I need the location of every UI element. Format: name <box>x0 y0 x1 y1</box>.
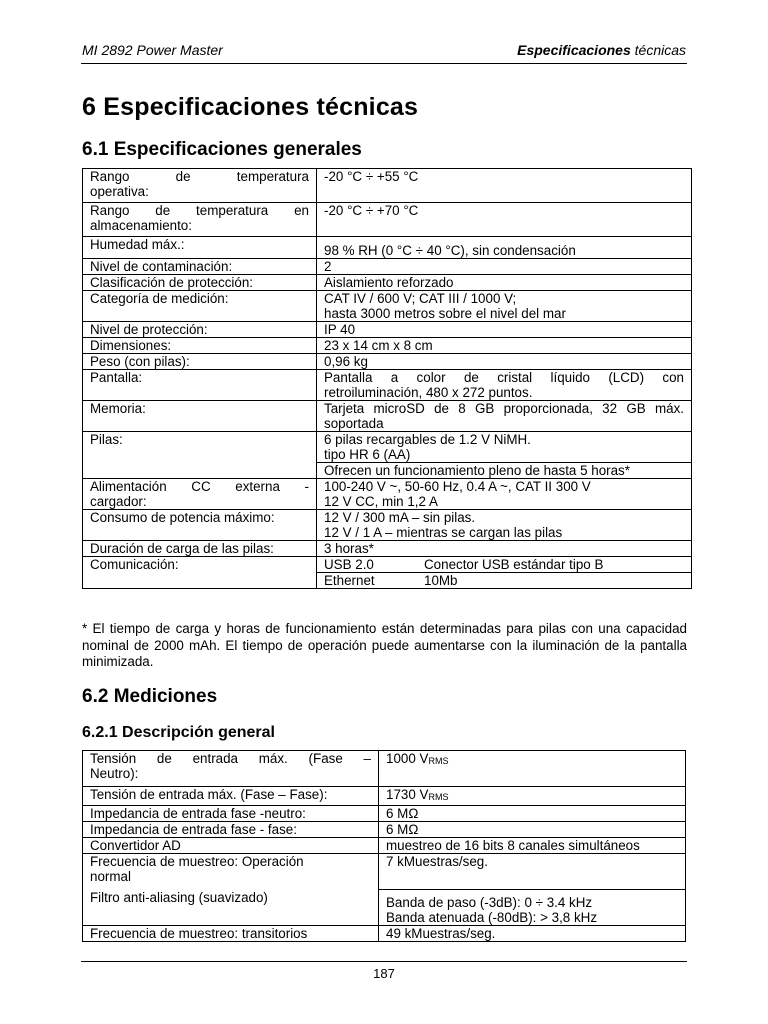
table-row: Humedad máx.: 98 % RH (0 °C ÷ 40 °C), sin condensación <box>83 237 692 259</box>
footer-rule <box>81 961 687 962</box>
general-spec-table <box>82 168 692 589</box>
section-heading-measurements: 6.2 Mediciones <box>82 686 218 707</box>
header-rule <box>81 63 687 64</box>
running-header-title: MI 2892 Power Master <box>82 42 223 58</box>
table-row: Tensión de entrada máx. (Fase – Fase): 1730 $V_{RMS}$ <box>83 787 686 806</box>
table-row: Rango de temperatura operativa: -20 °C ÷ +55 °C <box>83 169 692 203</box>
table-row: Frecuencia de muestreo: Operación normal 7 kMuestras/seg. <box>83 854 686 890</box>
page-number: 187 <box>373 966 395 981</box>
table-row: Duración de carga de las pilas: 3 horas* <box>83 541 692 557</box>
table-row: Nivel de protección: IP 40 <box>83 322 692 338</box>
table-row: Consumo de potencia máximo: 12 V / 300 mA – sin pilas. 12 V / 1 A – mientras se cargan las pilas <box>83 510 692 541</box>
table-row: Clasificación de protección: Aislamiento reforzado <box>83 275 692 291</box>
subsection-heading: 6.2.1 Descripción general <box>82 724 275 741</box>
footnote: * El tiempo de carga y horas de funcionamiento están determinadas para pilas con una capacidad nominal de 2000 mAh. El tiempo de operación puede aumentarse con la iluminación de la pantalla minimizada. <box>82 621 687 669</box>
table-row: Impedancia de entrada fase -neutro: 6 MΩ <box>83 806 686 822</box>
table-row: Ethernet 10Mb <box>83 573 692 589</box>
table-row: Frecuencia de muestreo: transitorios 49 kMuestras/seg. <box>83 926 686 942</box>
table-row: Categoría de medición: CAT IV / 600 V; CAT III / 1000 V; hasta 3000 metros sobre el nivel del mar <box>83 291 692 322</box>
table-row: Comunicación: USB 2.0 Conector USB estándar tipo B <box>83 557 692 573</box>
running-header-section: Especificaciones técnicas <box>517 42 686 58</box>
table-row: Convertidor AD muestreo de 16 bits 8 canales simultáneos <box>83 838 686 854</box>
table-row: Impedancia de entrada fase - fase: 6 MΩ <box>83 822 686 838</box>
chapter-title: 6 Especificaciones técnicas <box>82 93 419 121</box>
table-row: Dimensiones: 23 x 14 cm x 8 cm <box>83 338 692 354</box>
table-row: Alimentación CC externa - cargador: 100-240 V ~, 50-60 Hz, 0.4 A ~, CAT II 300 V 12 V CC, min 1,2 A <box>83 479 692 510</box>
table-row: Pilas: 6 pilas recargables de 1.2 V NiMH. tipo HR 6 (AA) <box>83 432 692 463</box>
table-row: Rango de temperatura en almacenamiento: -20 °C ÷ +70 °C <box>83 203 692 237</box>
measurement-spec-table <box>82 750 686 942</box>
table-row: Pantalla: Pantalla a color de cristal líquido (LCD) con retroiluminación, 480 x 272 puntos. <box>83 370 692 401</box>
table-row: Nivel de contaminación: 2 <box>83 259 692 275</box>
table-row: Ofrecen un funcionamiento pleno de hasta 5 horas* <box>83 463 692 479</box>
section-heading-general: 6.1 Especificaciones generales <box>82 139 362 160</box>
table-row: Tensión de entrada máx. (Fase – Neutro): 1000 $V_{RMS}$ <box>83 751 686 787</box>
table-row: Peso (con pilas): 0,96 kg <box>83 354 692 370</box>
table-row: Memoria: Tarjeta microSD de 8 GB proporcionada, 32 GB máx. soportada <box>83 401 692 432</box>
table-row: Filtro anti-aliasing (suavizado) Banda de paso (-3dB): 0 ÷ 3.4 kHz Banda atenuada (-80dB): > 3,8 kHz <box>83 890 686 926</box>
